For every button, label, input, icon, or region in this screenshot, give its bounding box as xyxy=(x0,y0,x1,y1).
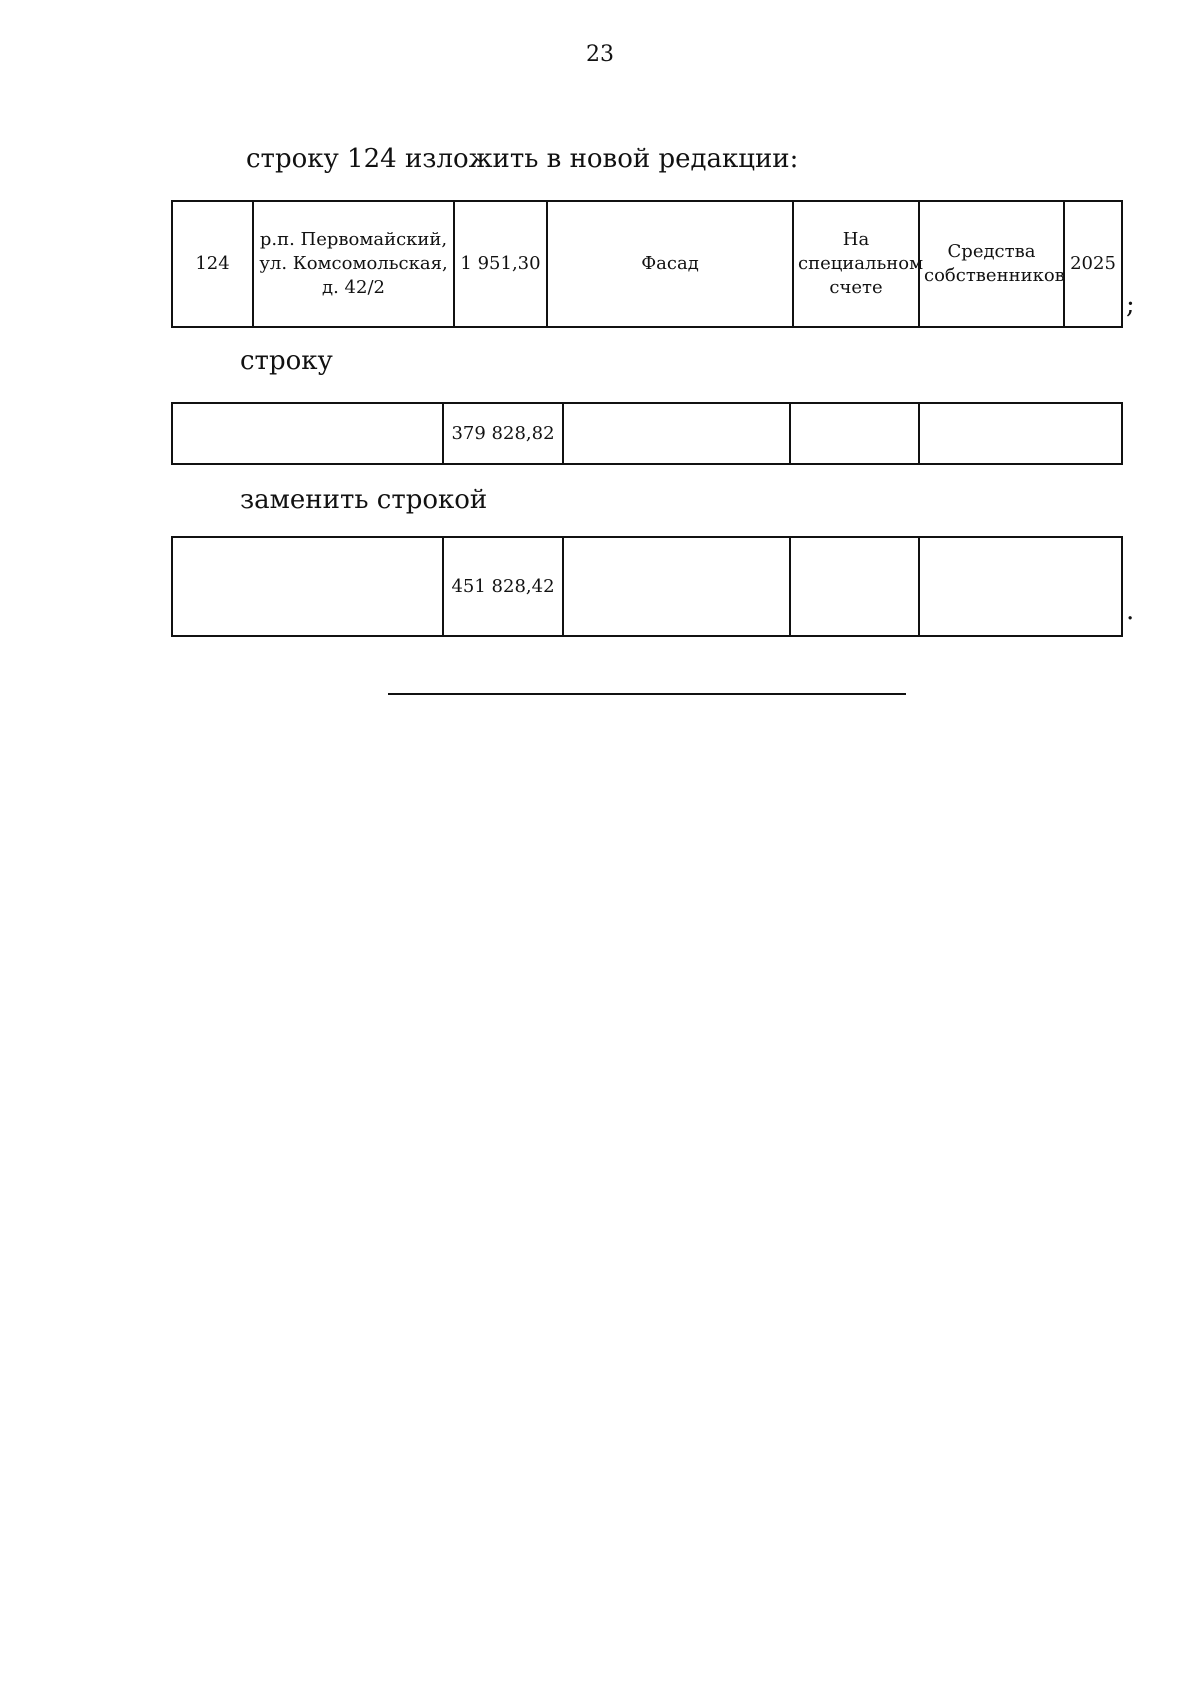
page-number: 23 xyxy=(586,42,614,67)
instruction-row-label: строку xyxy=(240,346,333,376)
closing-rule xyxy=(388,693,906,695)
cell-empty xyxy=(790,403,919,464)
cell-address: р.п. Первомайский, ул. Комсомольская, д. 42/2 xyxy=(253,201,454,327)
instruction-rewrite-row-124: строку 124 изложить в новой редакции: xyxy=(246,144,799,174)
table-row xyxy=(172,201,1122,327)
cell-empty xyxy=(563,537,790,636)
cell-funding-source: Средства собственников xyxy=(919,201,1064,327)
cell-amount: 379 828,82 xyxy=(443,403,563,464)
semicolon-mark: ; xyxy=(1126,290,1135,320)
cell-empty xyxy=(919,403,1122,464)
cell-year: 2025 xyxy=(1064,201,1122,327)
cell-account-method: На специальном счете xyxy=(793,201,919,327)
cell-empty xyxy=(172,537,443,636)
cell-empty xyxy=(172,403,443,464)
cell-work-type: Фасад xyxy=(547,201,793,327)
table-row-124-new xyxy=(171,200,1123,328)
instruction-replace-with: заменить строкой xyxy=(240,485,488,515)
cell-empty xyxy=(563,403,790,464)
cell-row-number: 124 xyxy=(172,201,253,327)
cell-area: 1 951,30 xyxy=(454,201,547,327)
table-row xyxy=(172,403,1122,464)
table-replacement-amount-row xyxy=(171,536,1123,637)
period-mark: . xyxy=(1126,596,1135,626)
table-old-amount-row xyxy=(171,402,1123,465)
table-row xyxy=(172,537,1122,636)
cell-empty xyxy=(919,537,1122,636)
cell-amount: 451 828,42 xyxy=(443,537,563,636)
cell-empty xyxy=(790,537,919,636)
